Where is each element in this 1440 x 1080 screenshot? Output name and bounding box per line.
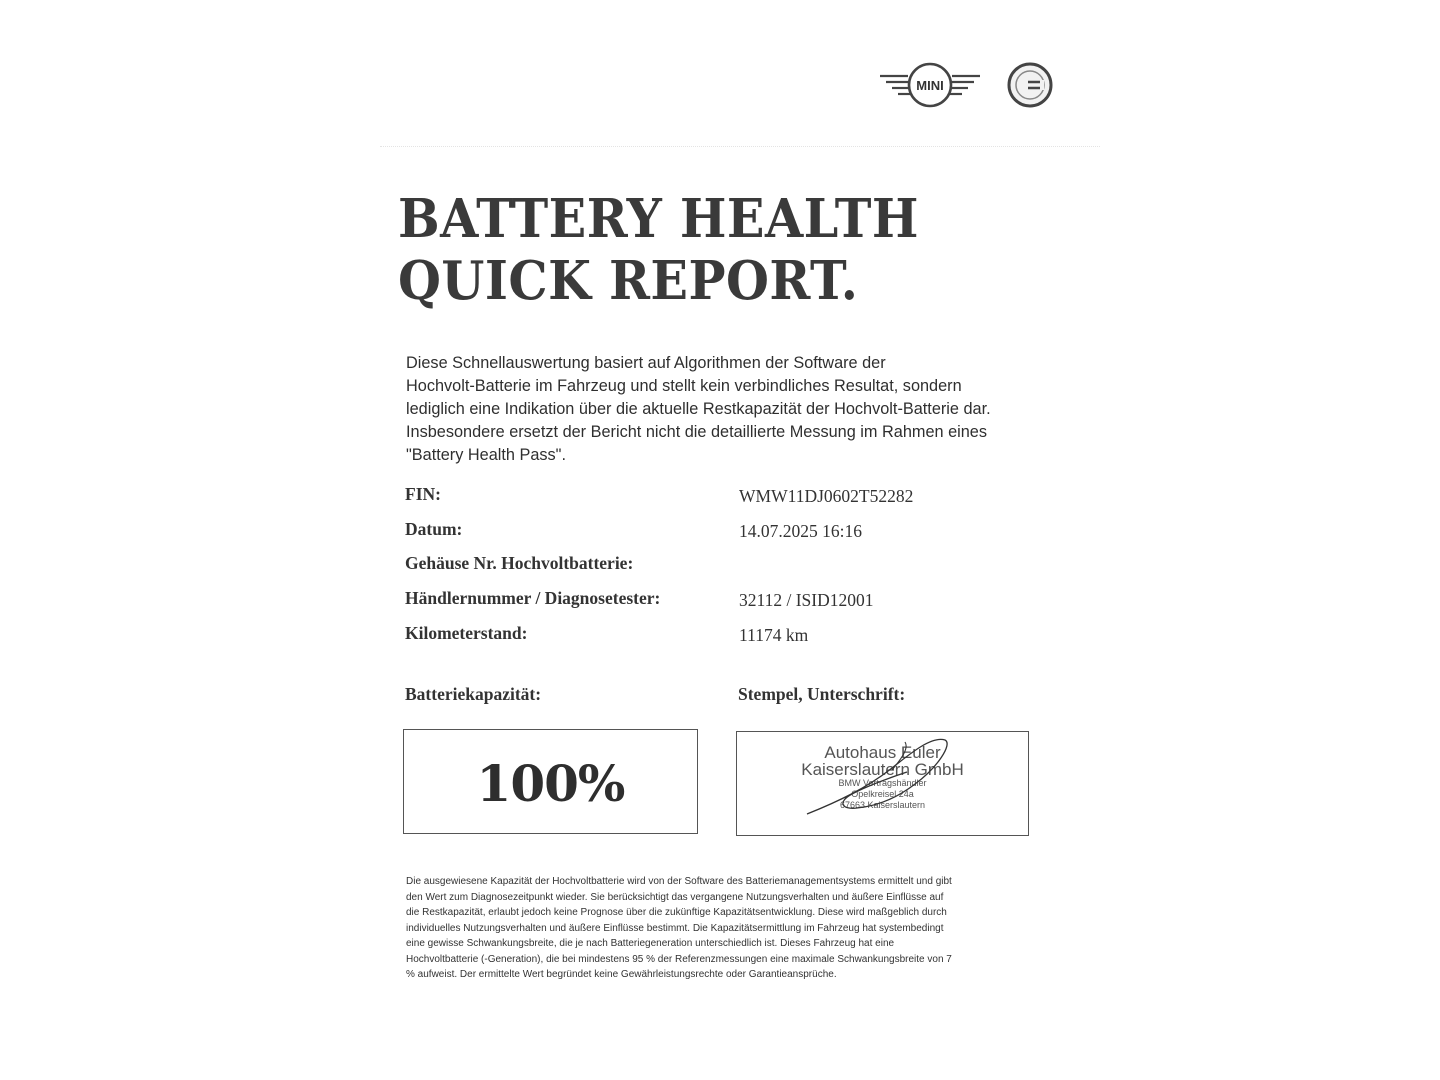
field-row-datum [405,519,1045,554]
capacity-value: 100% [476,754,625,813]
stamp-line: Opelkreisel 24a [851,789,914,799]
field-value: 32112 / ISID12001 [739,590,874,611]
signature-icon [797,728,957,828]
intro-line: Diese Schnellauswertung basiert auf Algorithmen der Software der [406,354,886,372]
intro-line: Insbesondere ersetzt der Bericht nicht die detaillierte Messung im Rahmen eines [406,423,987,441]
page-title [398,188,919,312]
field-value: 14.07.2025 16:16 [739,520,862,541]
intro-line: "Battery Health Pass". [406,446,566,464]
disclaimer-line: Hochvoltbatterie (-Generation), die bei mindestens 95 % der Referenzmessungen eine maximale Schwankungsbreite von 7 [406,953,952,965]
field-label: Kilometerstand: [405,622,528,643]
intro-paragraph [406,352,1046,467]
field-row-gehaeuse [405,553,1045,588]
electric-plug-icon [1006,62,1054,110]
vehicle-fields [405,484,1045,657]
title-line-1: BATTERY HEALTH [398,188,919,250]
disclaimer-line: Die ausgewiesene Kapazität der Hochvoltbatterie wird von der Software des Batteriemanagementsystems ermittelt und gibt [406,876,952,887]
stamp-line: Kaiserslautern GmbH [801,760,964,779]
field-label: Datum: [405,518,463,539]
field-row-fin [405,484,1045,519]
field-label: Gehäuse Nr. Hochvoltbatterie: [405,553,634,574]
capacity-box [403,729,698,834]
stamp-line: Autohaus Euler [824,743,941,762]
stamp-line: BMW Vertragshändler [838,778,927,788]
field-value: WMW11DJ0602T52282 [739,486,914,506]
field-row-haendler [405,588,1045,623]
disclaimer-line: individuelles Nutzungsverhalten und äußere Einflüsse bestimmt. Die Kapazitätsermittlung im Fahrzeug hat systembedingt [406,922,944,934]
disclaimer-line: die Restkapazität, erlaubt jedoch keine Prognose über die zukünftige Kapazitätsentwicklung. Diese wird maßgeblich durch [406,907,947,918]
stamp-label: Stempel, Unterschrift: [738,684,906,704]
mini-logo-text: MINI [916,78,944,93]
field-label: Händlernummer / Diagnosetester: [405,588,661,609]
stamp-box [736,731,1029,836]
header-divider [380,146,1100,147]
field-value: 11174 km [739,624,809,645]
stamp-line: 67663 Kaiserslautern [839,800,926,810]
intro-line: lediglich eine Indikation über die aktuelle Restkapazität der Hochvolt-Batterie dar. [406,400,991,418]
disclaimer-text [406,874,1036,983]
intro-line: Hochvolt-Batterie im Fahrzeug und stellt kein verbindliches Resultat, sondern [406,377,962,395]
mini-logo-icon [878,62,982,112]
disclaimer-line: den Wert zum Diagnosezeitpunkt wieder. Sie berücksichtigt das vergangene Nutzungsverhalten und äußere Einflüsse auf [406,891,944,903]
capacity-label: Batteriekapazität: [405,684,542,704]
field-row-km [405,623,1045,658]
disclaimer-line: eine gewisse Schwankungsbreite, die je nach Batteriegeneration unterschiedlich ist. Dieses Fahrzeug hat eine [406,938,895,949]
field-label: FIN: [405,484,441,504]
brand-logos [870,58,1070,114]
title-line-2: QUICK REPORT. [398,250,859,312]
disclaimer-line: % aufweist. Der ermittelte Wert begründet keine Gewährleistungsrechte oder Garantieansprüche. [406,969,837,980]
